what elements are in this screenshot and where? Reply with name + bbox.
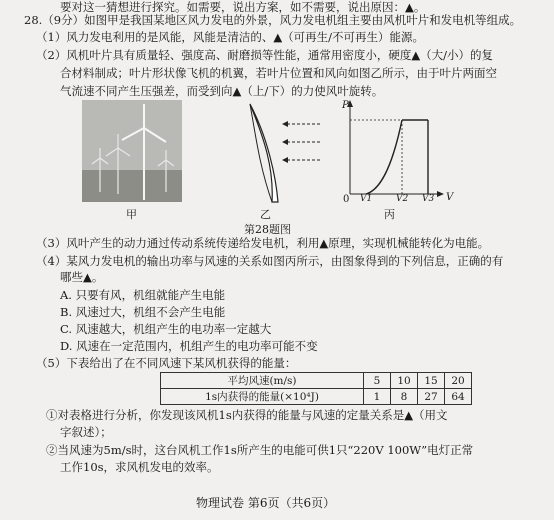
blade-airfoil-figure: [220, 98, 330, 208]
subq-4-line1: （4）某风力发电机的输出功率与风速的关系如图丙所示，由图象得到的下列信息，正确的有: [36, 254, 504, 268]
subq-4-line2: 哪些▲。: [60, 270, 104, 284]
table-row: [161, 373, 472, 389]
subq-3: （3）风叶产生的动力通过传动系统传递给发电机，利用▲原理，实现机械能转化为电能。: [36, 236, 490, 250]
table-row: [161, 389, 472, 405]
table-header-energy: 1s内获得的能量(×10⁴J): [161, 389, 364, 405]
label-bing: 丙: [384, 208, 395, 221]
table-cell: 8: [391, 389, 418, 405]
subq-5-part1-line2: 字叙述）；: [60, 425, 112, 439]
table-header-windspeed: 平均风速(m/s): [161, 373, 364, 389]
table-cell: 20: [445, 373, 472, 389]
label-yi: 乙: [260, 208, 271, 221]
table-cell: 27: [418, 389, 445, 405]
graph-axis-p: P: [342, 100, 349, 111]
wind-energy-table: [160, 372, 472, 405]
subq-2-line2: 合材料制成；叶片形状像飞机的机翼，若叶片位置和风向如图乙所示，由于叶片两面空: [60, 66, 497, 80]
option-d: D. 风速在一定范围内，机组产生的电功率可能不变: [60, 339, 318, 353]
subq-5-part2-line1: ②当风速为5m/s时，这台风机工作1s所产生的电能可供1只“220V 100W”电灯正常: [46, 443, 474, 457]
page-footer: 物理试卷 第6页（共6页）: [196, 496, 336, 510]
option-a: A. 只要有风，机组就能产生电能: [60, 288, 226, 302]
label-jia: 甲: [126, 208, 137, 221]
wind-farm-photo: [82, 100, 182, 202]
graph-origin: 0: [343, 194, 350, 205]
text-line-0: 要对这一猜想进行探究。如需要，说出方案，如不需要，说出原因：▲。: [60, 0, 426, 14]
option-b: B. 风速过大，机组不会产生电能: [60, 305, 226, 319]
subq-2-line1: （2）风机叶片具有质量轻、强度高、耐磨损等性能，通常用密度小，硬度▲（大/小）的复: [36, 48, 494, 62]
table-cell: 5: [364, 373, 391, 389]
graph-tick-v1: V1: [360, 194, 373, 204]
graph-tick-v3: V3: [422, 194, 435, 204]
subq-5-part1-line1: ①对表格进行分析，你发现该风机1s内获得的能量与风速的定量关系是▲（用文: [46, 408, 448, 422]
subq-2-line3: 气流速不同产生压强差，而受到向▲（上/下）的力使风叶旋转。: [60, 84, 384, 98]
table-cell: 1: [364, 389, 391, 405]
table-cell: 64: [445, 389, 472, 405]
subq-5-part2-line2: 工作10s，求风机发电的效率。: [60, 460, 219, 474]
subq-5: （5）下表给出了在不同风速下某风机获得的能量：: [36, 356, 297, 370]
table-cell: 15: [418, 373, 445, 389]
question-28-header: 28.（9分）如图甲是我国某地区风力发电的外景，风力发电机组主要由风机叶片和发电机等组成。: [24, 13, 522, 27]
figure-caption: 第28题图: [244, 223, 291, 236]
option-c: C. 风速越大，机组产生的电功率一定越大: [60, 322, 272, 336]
graph-axis-v: V: [446, 192, 454, 203]
subq-1: （1）风力发电利用的是风能，风能是清洁的、▲（可再生/不可再生）能源。: [36, 30, 425, 44]
graph-tick-v2: V2: [396, 194, 409, 204]
table-cell: 10: [391, 373, 418, 389]
